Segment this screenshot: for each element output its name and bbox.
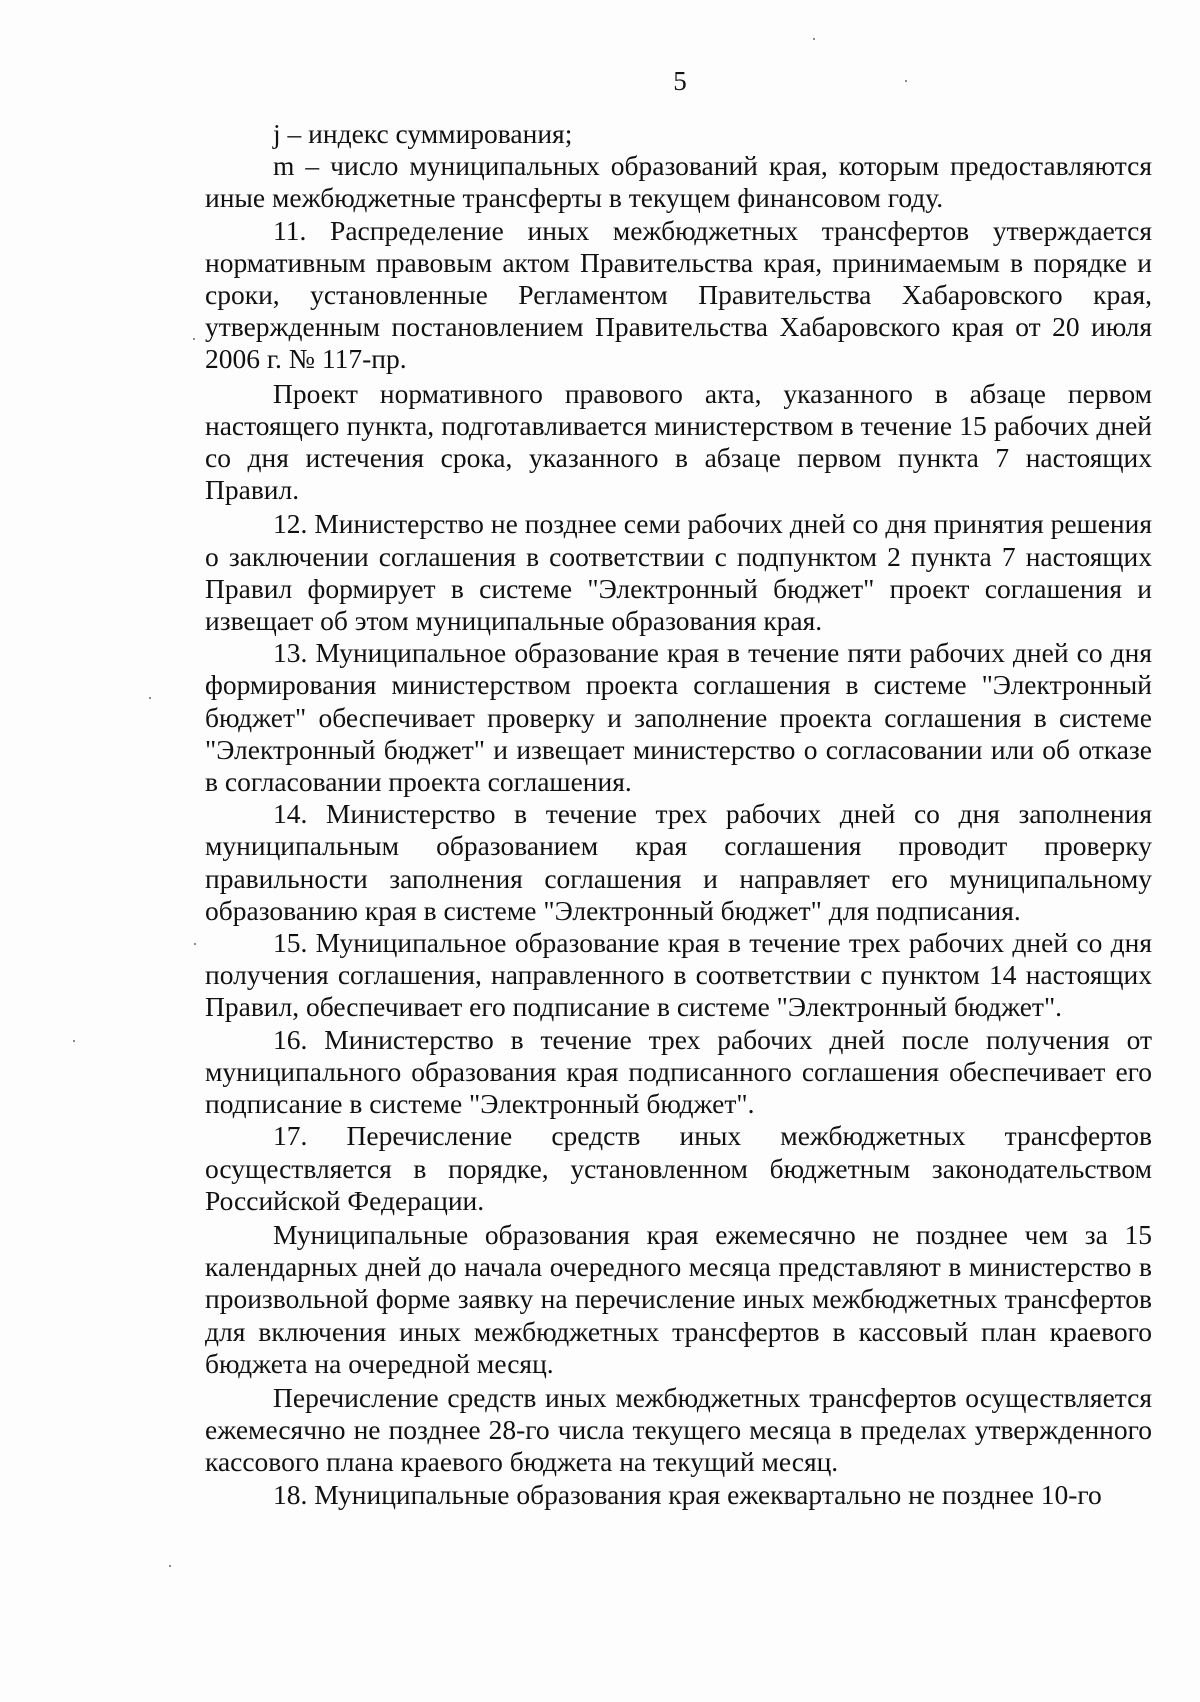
document-body: [205, 118, 1152, 1511]
paragraph-item-11: 11. Распределение иных межбюджетных трансфертов утверждается нормативным правовым актом Правительства края, принимаемым в порядке и сроки, установленные Регламентом Правительства Хабаровского края, утвержденным постановлением Правительства Хабаровского края от 20 июля 2006 г. № 117-пр.: [205, 214, 1152, 375]
paragraph-item-12: 12. Министерство не позднее семи рабочих дней со дня принятия решения о заключении соглашения в соответствии с подпунктом 2 пункта 7 настоящих Правил формирует в системе "Электронный бюджет" проект соглашения и извещает об этом муниципальные образования края.: [205, 508, 1152, 637]
scan-speck: [169, 1565, 171, 1567]
paragraph-municipalities-count: m – число муниципальных образований края, которым предоставляются иные межбюджетные трансферты в текущем финансовом году.: [205, 150, 1152, 214]
paragraph-summation-index: j – индекс суммирования;: [273, 118, 573, 149]
paragraph-draft-act: Проект нормативного правового акта, указанного в абзаце первом настоящего пункта, подготавливается министерством в течение 15 рабочих дней со дня истечения срока, указанного в абзаце первом пункта 7 настоящих Правил.: [205, 377, 1152, 506]
paragraph-item-14: 14. Министерство в течение трех рабочих дней со дня заполнения муниципальным образованием края соглашения проводит проверку правильности заполнения соглашения и направляет его муниципальному образованию края в системе "Электронный бюджет" для подписания.: [205, 798, 1152, 926]
paragraph-item-18: 18. Муниципальные образования края ежеквартально не позднее 10-го: [273, 1478, 1102, 1510]
paragraph-monthly-transfer: Перечисление средств иных межбюджетных трансфертов осуществляется ежемесячно не позднее 28-го числа текущего месяца в пределах утвержденного кассового плана краевого бюджета на текущий месяц.: [205, 1381, 1152, 1478]
scan-speck: [905, 80, 907, 82]
scan-speck: [193, 338, 195, 340]
scan-speck: [73, 1040, 75, 1042]
scan-speck: [194, 943, 196, 945]
scan-speck: [813, 38, 815, 40]
scan-speck: [149, 697, 151, 699]
paragraph-item-17: 17. Перечисление средств иных межбюджетных трансфертов осуществляется в порядке, установленном бюджетным законодательством Российской Федерации.: [205, 1120, 1152, 1216]
page-number: 5: [673, 66, 687, 96]
paragraph-item-16: 16. Министерство в течение трех рабочих дней после получения от муниципального образования края подписанного соглашения обеспечивает его подписание в системе "Электронный бюджет".: [205, 1023, 1152, 1120]
paragraph-item-15: 15. Муниципальное образование края в течение трех рабочих дней со дня получения соглашения, направленного в соответствии с пунктом 14 настоящих Правил, обеспечивает его подписание в системе "Электронный бюджет".: [205, 927, 1152, 1023]
paragraph-item-13: 13. Муниципальное образование края в течение пяти рабочих дней со дня формирования министерством проекта соглашения в системе "Электронный бюджет" обеспечивает проверку и заполнение проекта соглашения в системе "Электронный бюджет" и извещает министерство о согласовании или об отказе в согласовании проекта соглашения.: [205, 637, 1152, 798]
paragraph-monthly-request: Муниципальные образования края ежемесячно не позднее чем за 15 календарных дней до начала очередного месяца представляют в министерство в произвольной форме заявку на перечисление иных межбюджетных трансфертов для включения иных межбюджетных трансфертов в кассовый план краевого бюджета на очередной месяц.: [205, 1218, 1152, 1379]
